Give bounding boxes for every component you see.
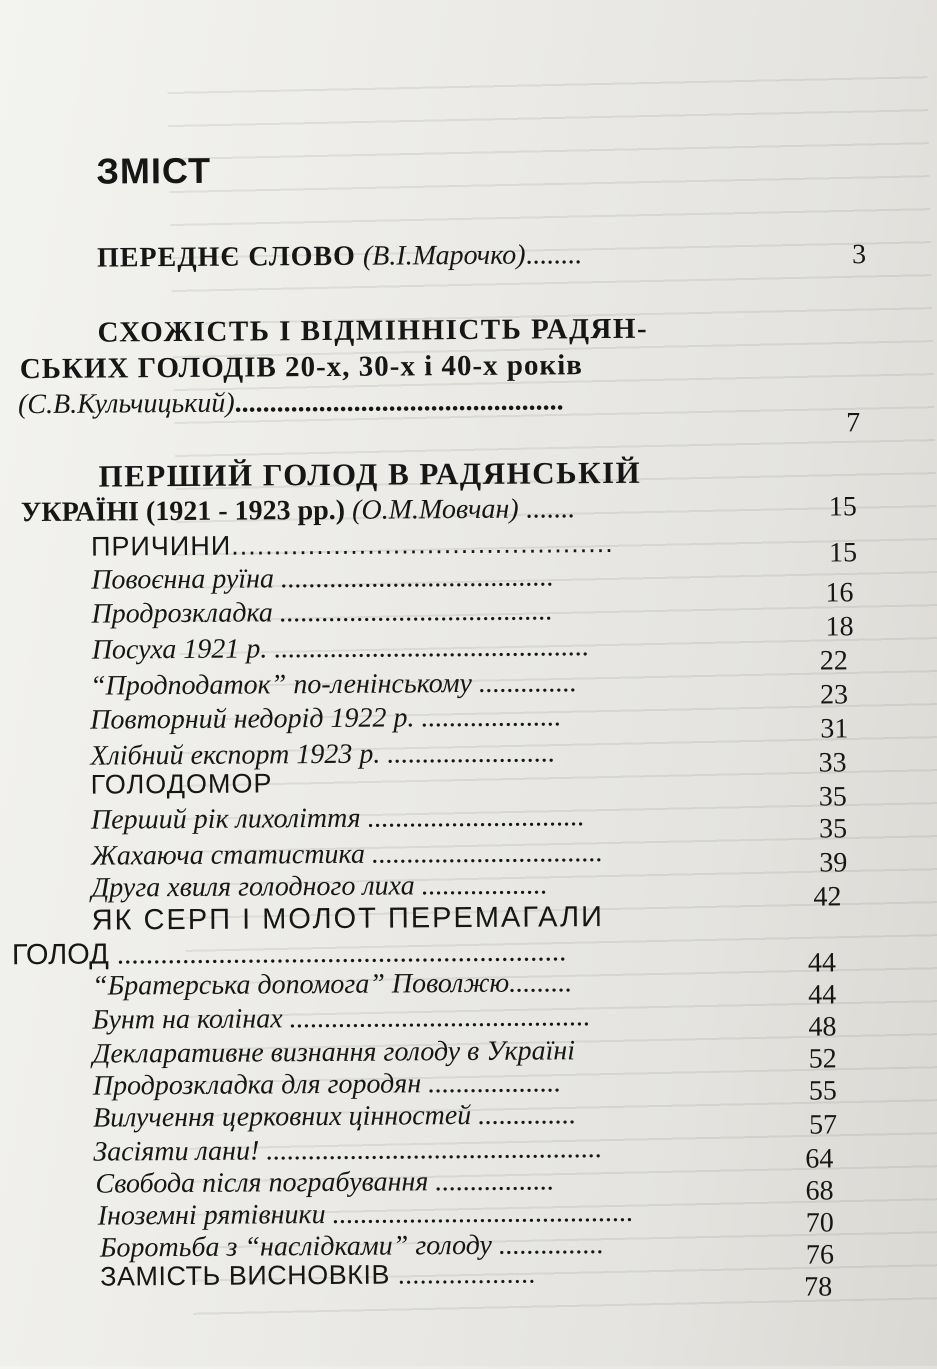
item-page-number: 16: [825, 577, 854, 609]
item-page-number: 48: [808, 1011, 837, 1043]
toc-item: Посуха 1921 р. .............................................: [91, 631, 590, 666]
toc-item: Свобода після пограбування .................: [95, 1165, 555, 1200]
item-page-number: 23: [819, 679, 849, 711]
toc-entry-famines-line1: СХОЖІСТЬ І ВІДМІННІСТЬ РАДЯН-: [97, 312, 649, 349]
item-page-number: 33: [818, 747, 847, 779]
item-page-number: 52: [808, 1043, 837, 1075]
toc-item: ЯК СЕРП І МОЛОТ ПЕРЕМАГАЛИ: [91, 901, 605, 937]
entry-leader: ........: [525, 239, 582, 271]
toc-item: ГОЛОДОМОР: [90, 768, 273, 800]
entry-page-number: 15: [828, 491, 857, 523]
toc-item: ГОЛОД ..............................................................: [11, 935, 567, 972]
toc-item: Перший рік лихоліття ...............................: [90, 801, 585, 836]
item-page-number: 68: [805, 1175, 834, 1207]
item-page-number: 64: [805, 1143, 834, 1175]
toc-item: Хлібний експорт 1923 р. ........................: [90, 737, 556, 772]
item-page-number: 57: [808, 1109, 838, 1141]
toc-item: “Продподаток” по-ленінському ..............: [89, 667, 578, 702]
entry-leader: ...............................................: [234, 385, 564, 419]
toc-entry-first-famine-line1: ПЕРШИЙ ГОЛОД В РАДЯНСЬКІЙ: [98, 454, 642, 494]
toc-item: Продрозкладка для городян ...................: [92, 1067, 562, 1102]
toc-entry-first-famine-line2: [21, 493, 575, 529]
item-page-number: 39: [819, 847, 848, 879]
entry-leader: .......: [525, 493, 575, 525]
entry-page-number: 3: [851, 239, 867, 271]
toc-item: Іноземні рятівники ...........................................: [97, 1196, 634, 1232]
item-page-number: 70: [805, 1207, 834, 1239]
entry-author: (О.М.Мовчан): [351, 493, 519, 526]
page-title: ЗМІСТ: [96, 149, 212, 192]
entry-title: ПЕРЕДНЄ СЛОВО: [96, 240, 357, 274]
toc-item: Засіяти лани! ................................................: [93, 1133, 603, 1168]
toc-item: Боротьба з “наслідками” голоду ...............: [99, 1229, 605, 1264]
item-page-number: 35: [818, 813, 848, 845]
item-page-number: 18: [825, 611, 854, 643]
toc-item: Жахаюча статистика .................................: [91, 837, 603, 872]
item-page-number: 42: [813, 881, 842, 913]
toc-item: Вилучення церковних цінностей ..............: [92, 1099, 577, 1134]
item-page-number: 31: [820, 713, 849, 745]
toc-entry-famines-author-line: [18, 385, 564, 421]
toc-item: ЗАМІСТЬ ВИСНОВКІВ ...................: [100, 1258, 536, 1292]
entry-author: (С.В.Кульчицький): [17, 387, 235, 421]
toc-entry-foreword: [97, 239, 582, 274]
entry-title: УКРАЇНІ (1921 - 1923 рр.): [20, 494, 346, 529]
toc-item: Декларативне визнання голоду в Україні: [92, 1035, 576, 1070]
entry-author: (В.І.Марочко): [362, 239, 526, 272]
item-page-number: 55: [808, 1075, 837, 1107]
entry-page-number: 7: [846, 407, 861, 439]
toc-item: Бунт на колінах ...........................................: [92, 1001, 591, 1036]
toc-item: Продрозкладка .......................................: [91, 595, 553, 630]
item-page-number: 22: [819, 645, 848, 677]
toc-item: “Братерська допомога” Поволжю.........: [91, 967, 573, 1002]
item-page-number: 44: [808, 979, 837, 1011]
toc-item: Повторний недорід 1922 р. ....................: [90, 701, 562, 736]
item-page-number: 78: [804, 1271, 833, 1303]
toc-entry-famines-line2: СЬКИХ ГОЛОДІВ 20-х, 30-х і 40-х років: [19, 349, 584, 386]
item-page-number: 44: [807, 947, 837, 979]
toc-item: Повоєнна руїна .......................................: [91, 561, 555, 596]
toc-item: Друга хвиля голодного лиха ..................: [91, 869, 548, 904]
item-page-number: 76: [805, 1239, 835, 1271]
toc-item: ПРИЧИНИ.............................................: [90, 527, 614, 562]
item-page-number: 15: [828, 537, 858, 569]
item-page-number: 35: [818, 781, 847, 813]
